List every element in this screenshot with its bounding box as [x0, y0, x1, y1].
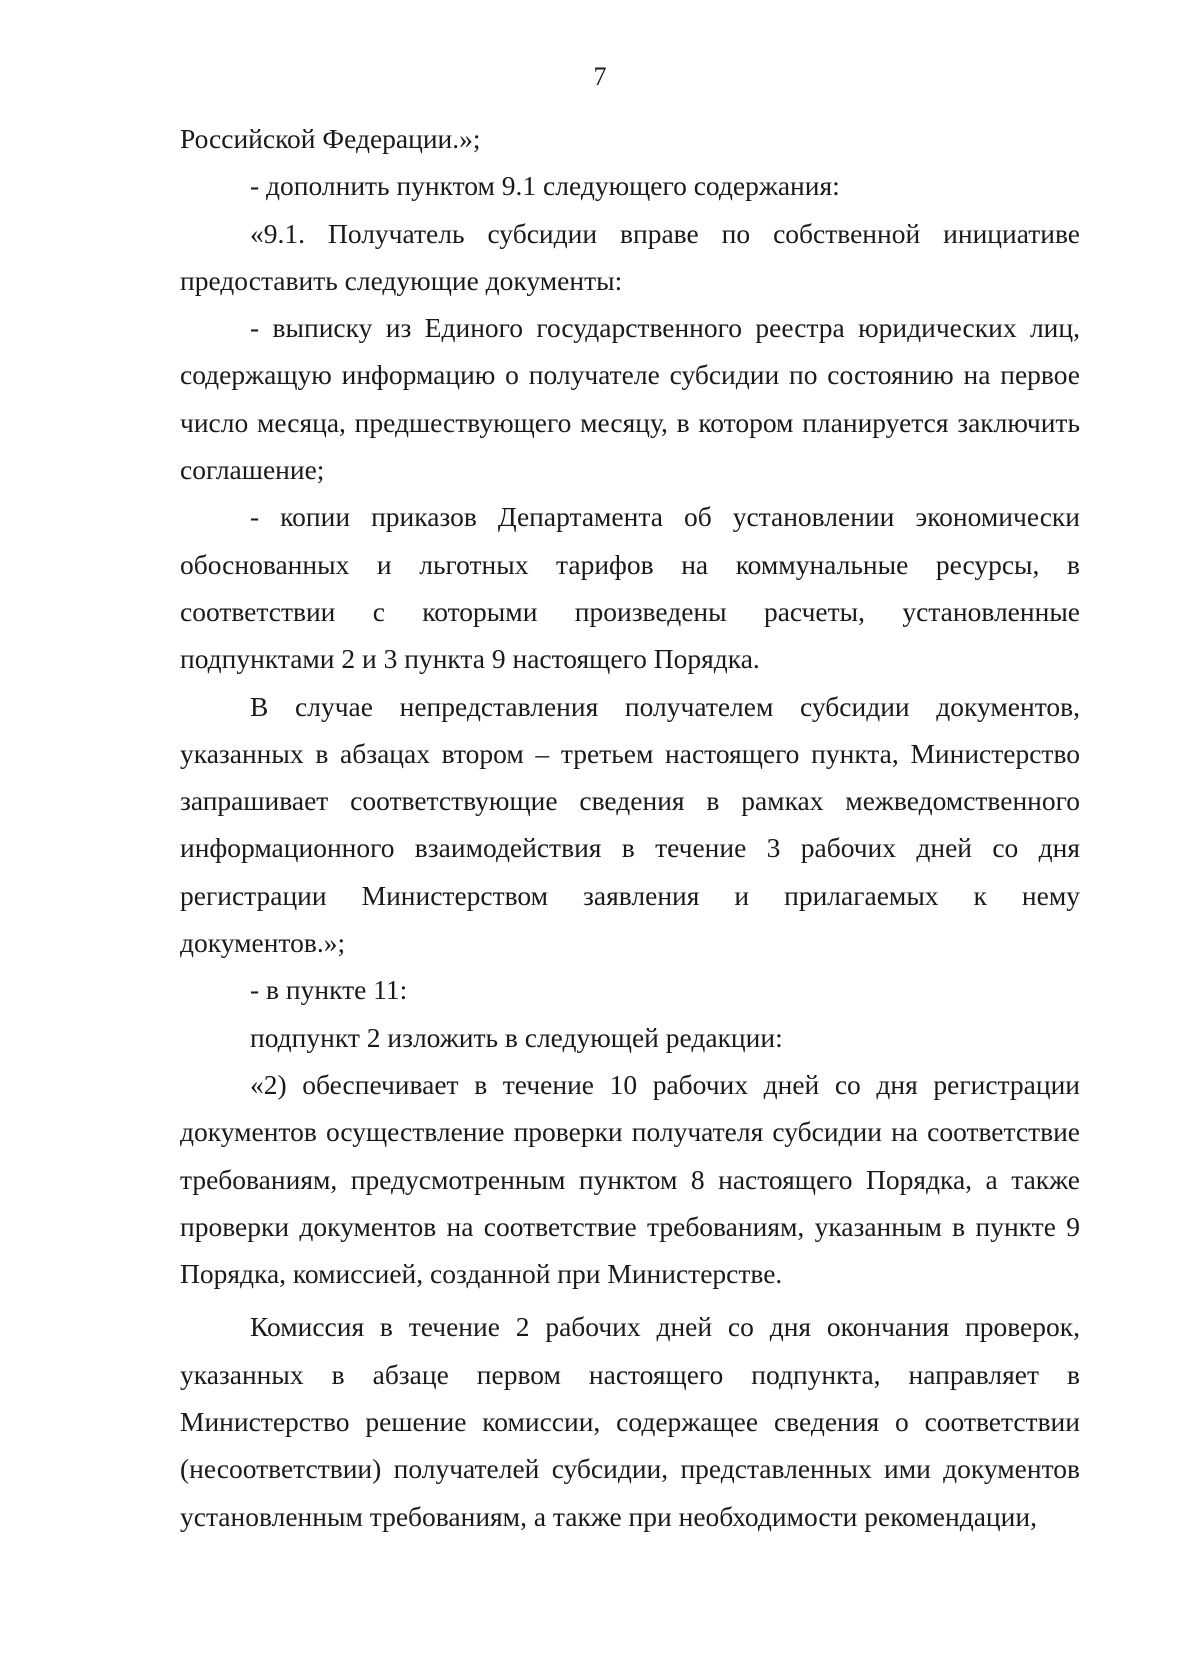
paragraph: - выписку из Единого государственного реестра юридических лиц, содержащую информацию о получателе субсидии по состоянию на первое число месяца, предшествующего месяцу, в котором планируется заключить соглашение; [180, 312, 1080, 486]
paragraph: - в пункте 11: [250, 974, 408, 1006]
page-number: 7 [593, 62, 607, 91]
paragraph: подпункт 2 изложить в следующей редакции: [250, 1021, 783, 1053]
paragraph: «9.1. Получатель субсидии вправе по собственной инициативе предоставить следующие документы: [180, 217, 1080, 296]
paragraph: Комиссия в течение 2 рабочих дней со дня окончания проверок, указанных в абзаце первом настоящего подпункта, направляет в Министерство решение комиссии, содержащее сведения о соответствии (несоответствии) получателей субсидии, представленных ими документов установленным требованиям, а также при необходимости рекомендации, [180, 1311, 1080, 1532]
paragraph: - копии приказов Департамента об установлении экономически обоснованных и льготных тарифов на коммунальные ресурсы, в соответствии с которыми произведены расчеты, установленные подпунктами 2 и 3 пункта 9 настоящего Порядка. [180, 501, 1080, 675]
paragraph: - дополнить пунктом 9.1 следующего содержания: [250, 170, 840, 202]
paragraph: В случае непредставления получателем субсидии документов, указанных в абзацах втором – третьем настоящего пункта, Министерство запрашивает соответствующие сведения в рамках межведомственного информационного взаимодействия в течение 3 рабочих дней со дня регистрации Министерством заявления и прилагаемых к нему документов.»; [180, 690, 1080, 959]
paragraph: «2) обеспечивает в течение 10 рабочих дней со дня регистрации документов осуществление проверки получателя субсидии на соответствие требованиям, предусмотренным пунктом 8 настоящего Порядка, а также проверки документов на соответствие требованиям, указанным в пункте 9 Порядка, комиссией, созданной при Министерстве. [180, 1068, 1080, 1290]
document-body [180, 115, 1080, 1540]
paragraph: Российской Федерации.»; [180, 123, 481, 154]
